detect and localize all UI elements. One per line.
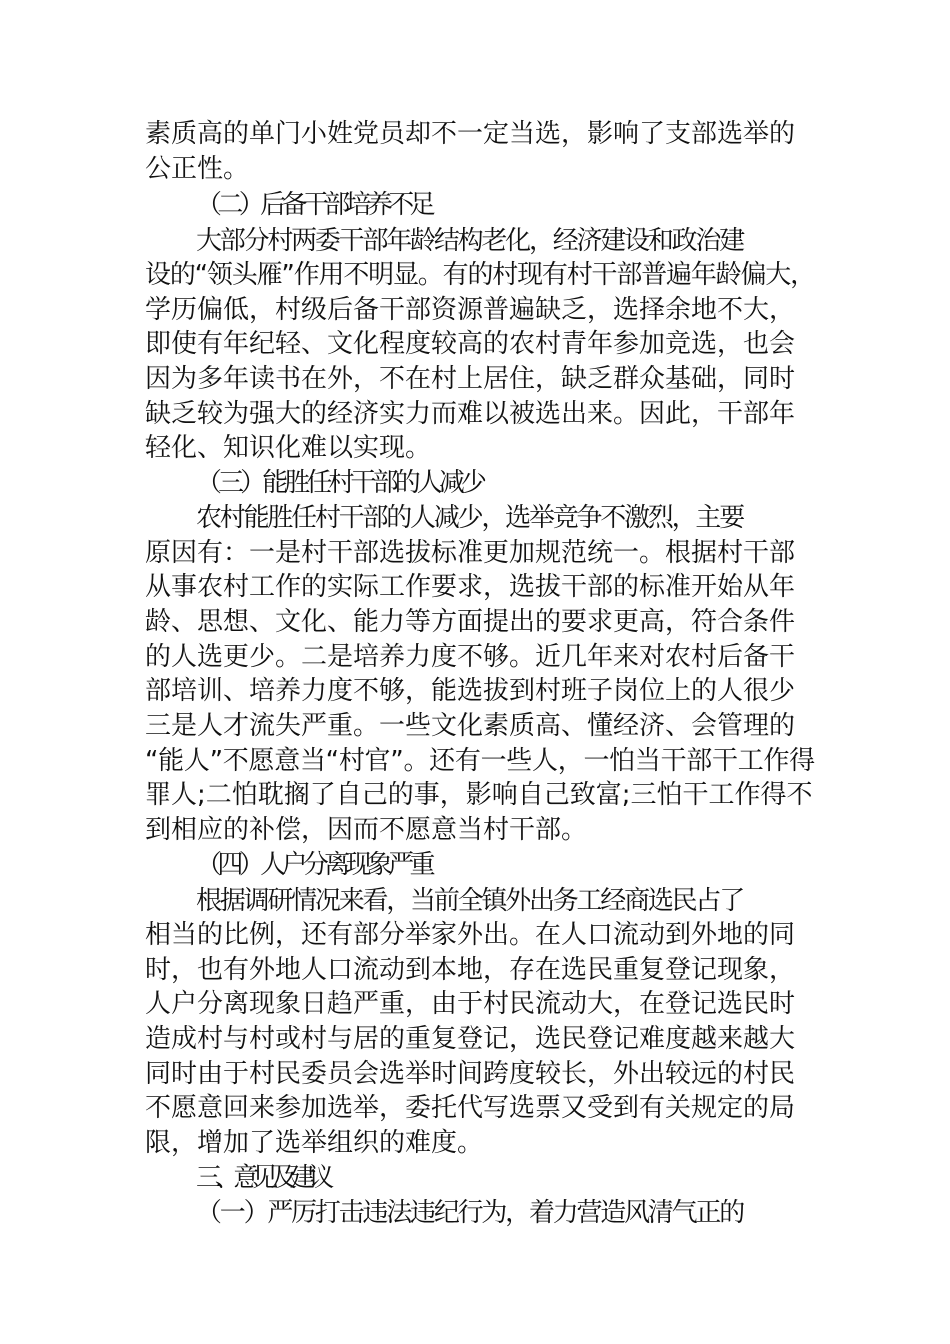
text-line: 因为多年读书在外，不在村上居住，缺乏群众基础，同时 bbox=[145, 364, 796, 394]
text-line: “能人”不愿意当“村官”。还有一些人，一怕当干部干工作得 bbox=[145, 746, 815, 776]
text-line: 素质高的单门小姓党员却不一定当选，影响了支部选举的 bbox=[145, 119, 796, 149]
text-line: 到相应的补偿，因而不愿意当村干部。 bbox=[145, 815, 588, 845]
section-heading: 三、意见及建议 bbox=[196, 1163, 328, 1193]
text-line: 罪人;二怕耽搁了自己的事，影响自己致富;三怕干工作得不 bbox=[145, 780, 813, 810]
section-heading: （一）严厉打击违法违纪行为，着力营造风清气正的 bbox=[196, 1198, 744, 1228]
text-line: 限，增加了选举组织的难度。 bbox=[145, 1128, 484, 1158]
text-line: 三是人才流失严重。一些文化素质高、懂经济、会管理的 bbox=[145, 711, 796, 741]
text-line: 的人选更少。二是培养力度不够。近几年来对农村后备干 bbox=[145, 642, 796, 672]
text-line: 人户分离现象日趋严重，由于村民流动大，在登记选民时 bbox=[145, 989, 796, 1019]
text-line: 同时由于村民委员会选举时间跨度较长，外出较远的村民 bbox=[145, 1059, 796, 1089]
text-line: 部培训、培养力度不够，能选拔到村班子岗位上的人很少 bbox=[145, 676, 796, 706]
text-line: 即使有年纪轻、文化程度较高的农村青年参加竞选，也会 bbox=[145, 329, 796, 359]
text-line: 轻化、知识化难以实现。 bbox=[145, 433, 432, 463]
text-line: 原因有：一是村干部选拔标准更加规范统一。根据村干部 bbox=[145, 538, 796, 568]
section-heading: （二）后备干部培养不足 bbox=[196, 190, 432, 220]
text-line: 公正性。 bbox=[145, 154, 250, 184]
text-line: 相当的比例，还有部分举家外出。在人口流动到外地的同 bbox=[145, 920, 796, 950]
text-line: 根据调研情况来看，当前全镇外出务工经商选民占了 bbox=[196, 886, 744, 916]
text-line: 从事农村工作的实际工作要求，选拔干部的标准开始从年 bbox=[145, 572, 796, 602]
text-line: 学历偏低，村级后备干部资源普遍缺乏，选择余地不大， bbox=[145, 295, 796, 325]
text-line: 造成村与村或村与居的重复登记，选民登记难度越来越大 bbox=[145, 1024, 796, 1054]
section-heading: （三）能胜任村干部的人减少 bbox=[196, 468, 484, 498]
text-line: 时，也有外地人口流动到本地，存在选民重复登记现象， bbox=[145, 955, 796, 985]
text-line: 龄、思想、文化、能力等方面提出的要求更高，符合条件 bbox=[145, 607, 796, 637]
text-line: 不愿意回来参加选举，委托代写选票又受到有关规定的局 bbox=[145, 1093, 796, 1123]
text-line: 缺乏较为强大的经济实力而难以被选出来。因此，干部年 bbox=[145, 399, 796, 429]
text-line: 农村能胜任村干部的人减少，选举竞争不激烈，主要 bbox=[196, 503, 744, 533]
section-heading: （四）人户分离现象严重 bbox=[196, 850, 432, 880]
text-line: 设的“领头雁”作用不明显。有的村现有村干部普遍年龄偏大， bbox=[145, 260, 815, 290]
text-line: 大部分村两委干部年龄结构老化，经济建设和政治建 bbox=[196, 226, 744, 256]
